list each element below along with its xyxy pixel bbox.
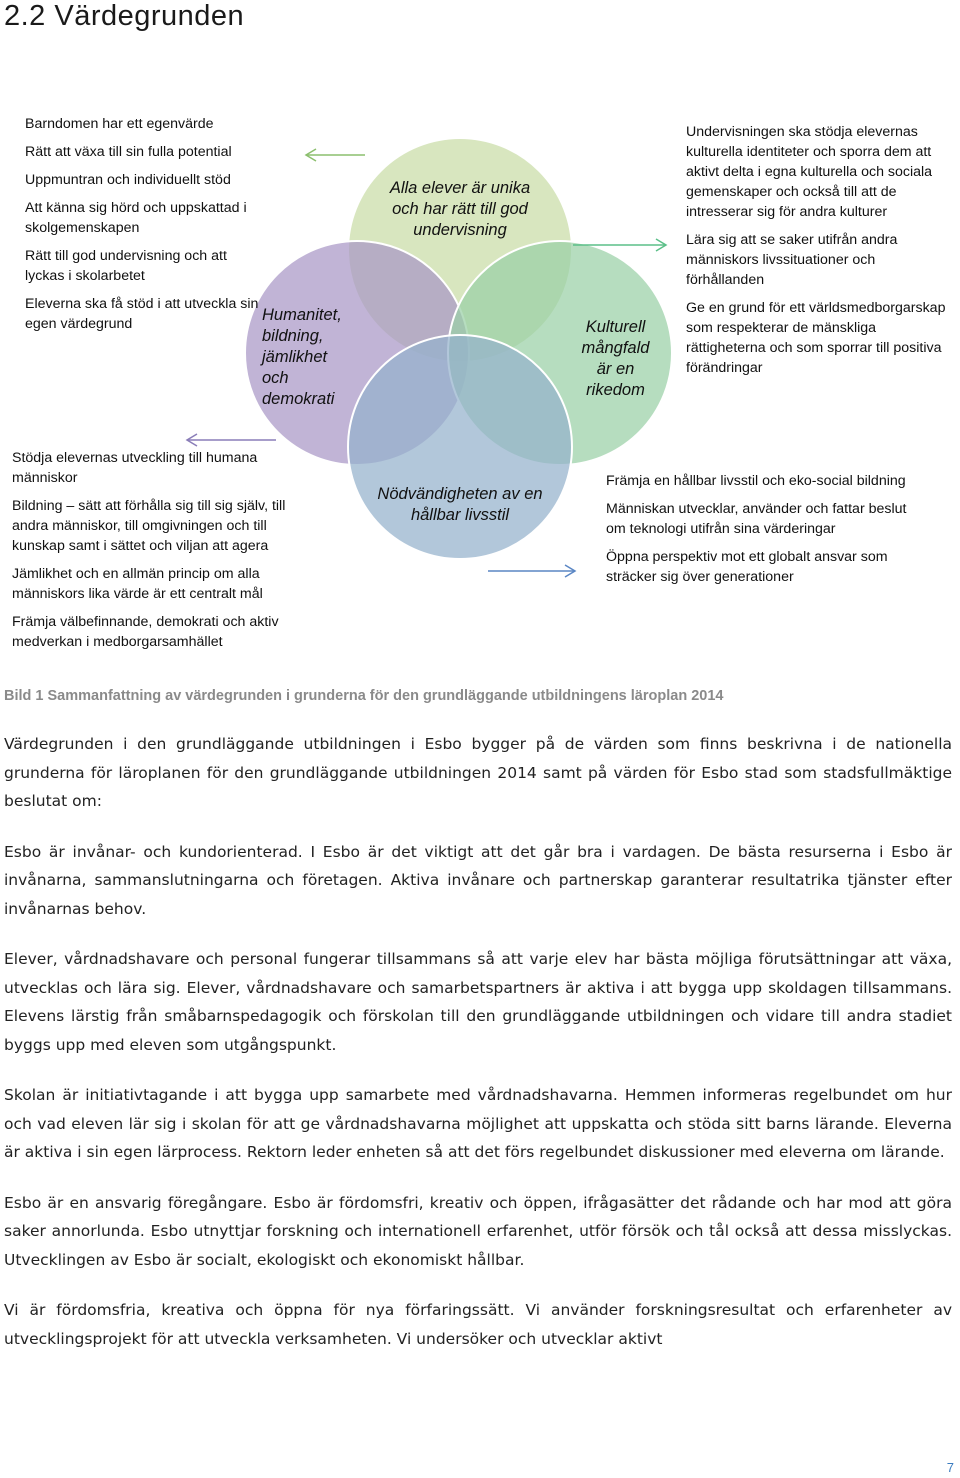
list-item: Rätt till god undervisning och att lyckas i skolarbetet xyxy=(25,248,227,284)
list-bottom-right xyxy=(606,471,926,595)
circle-label-bottom: Nödvändigheten av en hållbar livsstil xyxy=(377,485,543,524)
list-item: Barndomen har ett egenvärde xyxy=(25,116,214,132)
paragraph: Skolan är initiativtagande i att bygga upp samarbete med vårdnadshavarna. Hemmen informeras regelbundet om hur och vad eleven lär sig i skolan för att ge vårdnadshavarna möjlighet att uppskatta och stöda sitt barns lärande. Eleverna är aktiva i sin egen lärprocess. Rektorn leder enheten så att det förs regelbundet diskussioner med eleverna om lärande. xyxy=(4,1086,952,1161)
section-heading: 2.2 Värdegrunden xyxy=(4,0,245,32)
list-item: Bildning – sätt att förhålla sig till sig själv, till andra människor, till omgivningen och till kunskap samt i sättet och viljan att agera xyxy=(12,498,286,554)
paragraph: Esbo är en ansvarig föregångare. Esbo är fördomsfri, kreativ och öppen, ifrågasätter det rådande och har mod att göra saker annorlunda. Esbo utnyttjar forskning och internationell erfarenhet, utför försök och tål också att dessa misslyckas. Utvecklingen av Esbo är socialt, ekologiskt och ekonomiskt hållbar. xyxy=(4,1193,952,1269)
values-diagram xyxy=(0,100,960,680)
list-item: Uppmuntran och individuellt stöd xyxy=(25,172,231,188)
page-number: 7 xyxy=(946,1460,954,1475)
list-item: Lära sig att se saker utifrån andra människors livssituationer och förhållanden xyxy=(686,232,898,288)
paragraph: Värdegrunden i den grundläggande utbildningen i Esbo bygger på de värden som finns beskrivna i de nationella grunderna för läroplanen för den grundläggande utbildningen 2014 samt på värden för Esbo stad som stadsfullmäktige beslutat om: xyxy=(4,735,952,810)
list-item: Främja välbefinnande, demokrati och aktiv medverkan i medborgarsamhället xyxy=(12,614,279,650)
list-item: Rätt att växa till sin fulla potential xyxy=(25,144,232,160)
list-item: Stödja elevernas utveckling till humana människor xyxy=(12,450,258,486)
list-bottom-left xyxy=(12,448,312,660)
circle-label-left: Humanitet, bildning, jämlikhet och demokrati xyxy=(262,306,342,408)
list-item: Människan utvecklar, använder och fattar beslut om teknologi utifrån sina värderingar xyxy=(606,501,907,537)
figure-caption: Bild 1 Sammanfattning av värdegrunden i grunderna för den grundläggande utbildningens läroplan 2014 xyxy=(4,688,724,704)
circle-label-top: Alla elever är unika och har rätt till god undervisning xyxy=(389,179,531,239)
arrow-bottom-right xyxy=(488,565,575,577)
paragraph: Esbo är invånar- och kundorienterad. I Esbo är det viktigt att det går bra i vardagen. De bästa resurserna i Esbo är invånarna, sammanslutningarna och företagen. Aktiva invånare och partnerskap garanterar resultatrika tjänster efter invånarnas behov. xyxy=(4,842,952,918)
list-item: Öppna perspektiv mot ett globalt ansvar som sträcker sig över generationer xyxy=(606,549,888,585)
list-top-right xyxy=(686,122,948,386)
list-item: Att känna sig hörd och uppskattad i skolgemenskapen xyxy=(25,200,247,236)
list-item: Ge en grund för ett världsmedborgarskap som respekterar de mänskliga rättigheterna och som sporrar till positiva förändringar xyxy=(686,300,946,376)
list-item: Jämlikhet och en allmän princip om alla människors lika värde är ett centralt mål xyxy=(12,566,263,602)
paragraph: Vi är fördomsfria, kreativa och öppna för nya förfaringssätt. Vi använder forskningsresultat och erfarenheter av utvecklingsprojekt för att utveckla verksamheten. Vi undersöker och utvecklar aktivt xyxy=(4,1301,952,1348)
arrow-bottom-left xyxy=(187,434,276,446)
list-item: Främja en hållbar livsstil och eko-social bildning xyxy=(606,473,906,489)
list-top-left xyxy=(25,114,265,342)
arrow-top-left xyxy=(306,149,365,161)
list-item: Undervisningen ska stödja elevernas kulturella identiteter och sporra dem att aktivt delta i egna kulturella och sociala gemenskaper och också till att de intresserar sig för andra kulturer xyxy=(686,124,933,220)
list-item: Eleverna ska få stöd i att utveckla sin egen värdegrund xyxy=(25,296,259,332)
paragraph: Elever, vårdnadshavare och personal fungerar tillsammans så att varje elev har bästa möjliga förutsättningar att växa, utvecklas och lära sig. Elever, vårdnadshavare och samarbetspartners är aktiva i att bygga upp skoldagen tillsammans. Elevens lärstig från småbarnspedagogik och förskolan till den grundläggande utbildningen och vidare till andra stadiet byggs upp med eleven som utgångspunkt. xyxy=(4,950,952,1054)
body-text xyxy=(4,730,952,1375)
circle-label-right: Kulturell mångfald är en rikedom xyxy=(581,318,650,399)
